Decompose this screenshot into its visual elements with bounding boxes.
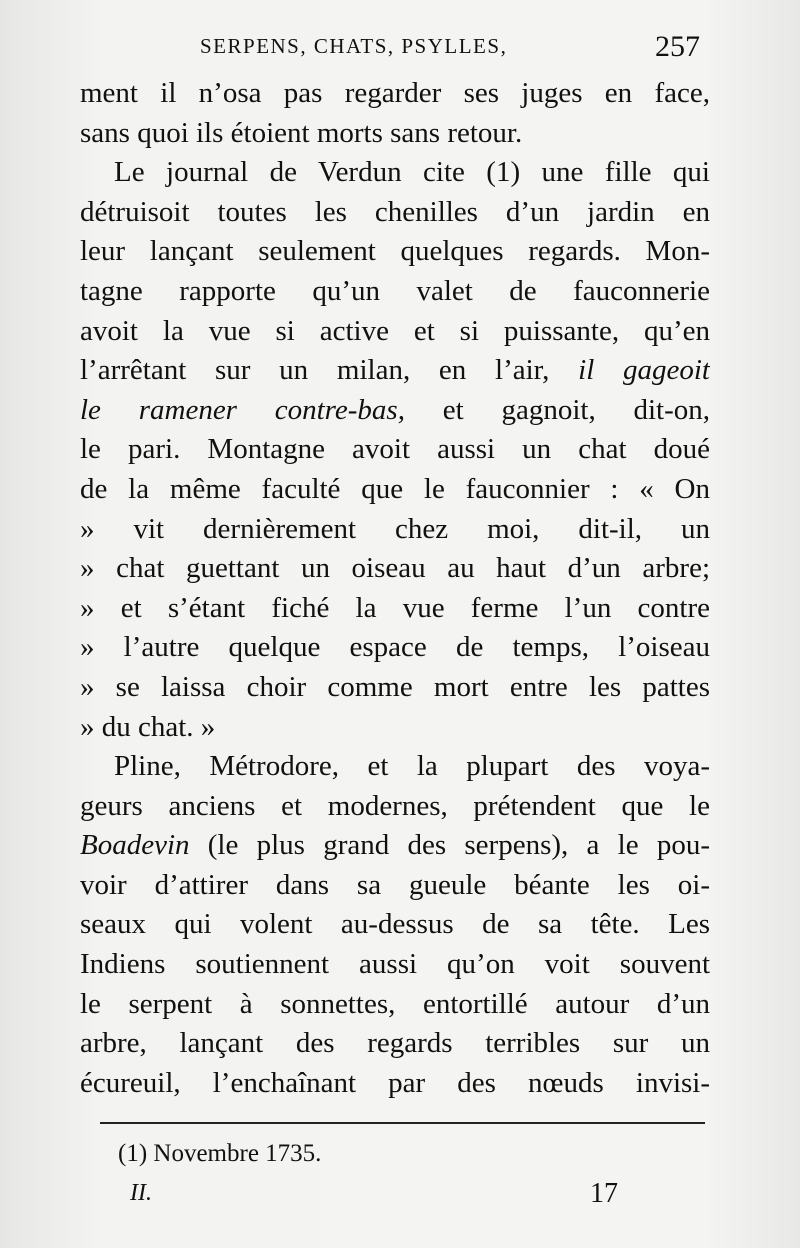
page-number: 257 — [655, 30, 700, 63]
body-text — [80, 74, 710, 1103]
text-line: écureuil, l’enchaînant par des nœuds invisi- — [80, 1066, 710, 1099]
text-line: Le journal de Verdun cite (1) une fille qui — [114, 156, 710, 189]
text-line: le ramener contre-bas, et gagnoit, dit-on, — [80, 393, 710, 426]
text-line: tagne rapporte qu’un valet de fauconnerie — [80, 274, 710, 307]
text-line: geurs anciens et modernes, prétendent que le — [80, 789, 710, 822]
signature-mark: II. — [130, 1180, 152, 1206]
text-line: l’arrêtant sur un milan, en l’air, il gageoit — [80, 354, 710, 387]
text-line: le pari. Montagne avoit aussi un chat doué — [80, 433, 710, 466]
running-title: SERPENS, CHATS, PSYLLES, — [200, 34, 508, 58]
text-line: » et s’étant fiché la vue ferme l’un contre — [80, 591, 710, 624]
page-header — [80, 30, 710, 62]
text-line: avoit la vue si active et si puissante, qu’en — [80, 314, 710, 347]
text-line: Boadevin (le plus grand des serpens), a le pou- — [80, 829, 710, 862]
text-line: Indiens soutiennent aussi qu’on voit souvent — [80, 948, 710, 981]
text-line: détruisoit toutes les chenilles d’un jardin en — [80, 195, 710, 228]
footnote: (1) Novembre 1735. — [118, 1140, 322, 1167]
text-line: voir d’attirer dans sa gueule béante les oi- — [80, 868, 710, 901]
text-line: » chat guettant un oiseau au haut d’un arbre; — [80, 552, 710, 585]
text-line: leur lançant seulement quelques regards. Mon- — [80, 235, 710, 268]
text-line: ment il n’osa pas regarder ses juges en face, — [80, 77, 710, 109]
text-line: Pline, Métrodore, et la plupart des voya- — [114, 750, 710, 783]
text-line: le serpent à sonnettes, entortillé autour d’un — [80, 987, 710, 1020]
text-line: » du chat. » — [80, 710, 216, 743]
text-line: seaux qui volent au-dessus de sa tête. Les — [80, 908, 710, 941]
text-line: arbre, lançant des regards terribles sur un — [80, 1027, 710, 1060]
text-line: de la même faculté que le fauconnier : « On — [80, 472, 710, 505]
text-line: » l’autre quelque espace de temps, l’oiseau — [80, 631, 710, 664]
leaf-number: 17 — [590, 1178, 618, 1209]
text-line: » vit dernièrement chez moi, dit-il, un — [80, 512, 710, 545]
text-line: sans quoi ils étoient morts sans retour. — [80, 116, 523, 149]
footnote-rule — [100, 1122, 705, 1124]
text-line: » se laissa choir comme mort entre les pattes — [80, 670, 710, 703]
